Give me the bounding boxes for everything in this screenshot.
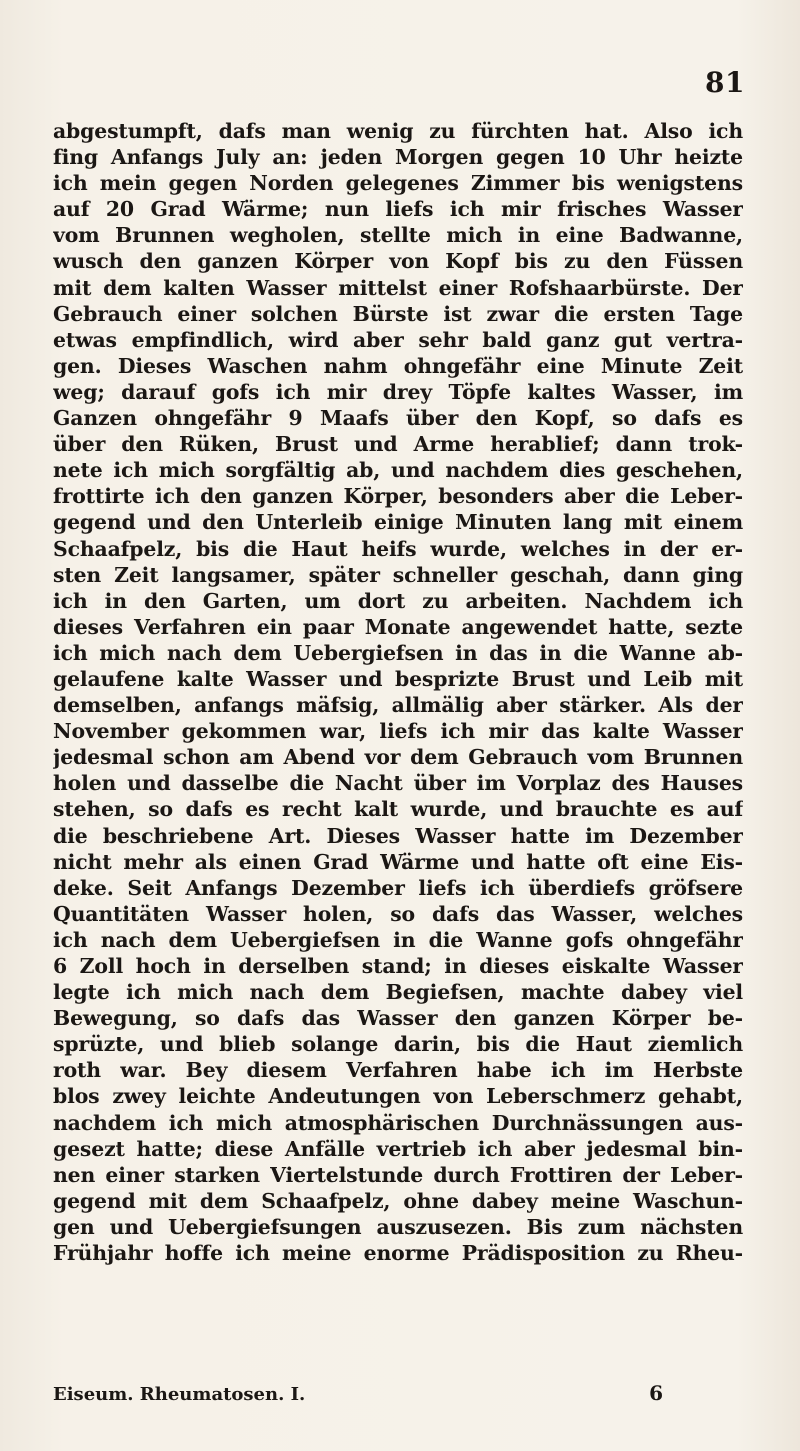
text-line: demselben, anfangs mäfsig, allmälig aber stärker. Als der <box>53 693 743 718</box>
text-line: vom Brunnen wegholen, stellte mich in eine Badwanne, <box>53 223 743 248</box>
text-line: die beschriebene Art. Dieses Wasser hatte im Dezember <box>53 823 743 848</box>
text-line: Ganzen ohngefähr 9 Maafs über den Kopf, so dafs es <box>53 406 743 431</box>
text-line: legte ich mich nach dem Begiefsen, machte dabey viel <box>53 980 743 1005</box>
text-line: sten Zeit langsamer, später schneller geschah, dann ging <box>53 562 743 587</box>
text-line: November gekommen war, liefs ich mir das kalte Wasser <box>53 719 743 744</box>
text-line: mit dem kalten Wasser mittelst einer Rofshaarbürste. Der <box>53 275 743 300</box>
text-line: nen einer starken Viertelstunde durch Frottiren der Leber- <box>53 1162 743 1187</box>
text-line: weg; darauf gofs ich mir drey Töpfe kaltes Wasser, im <box>53 379 743 404</box>
text-line: jedesmal schon am Abend vor dem Gebrauch vom Brunnen <box>53 745 743 770</box>
text-line: blos zwey leichte Andeutungen von Leberschmerz gehabt, <box>53 1084 743 1109</box>
running-title: Eiseum. Rheumatosen. I. <box>53 1384 306 1405</box>
page-number: 81 <box>705 66 745 99</box>
body-text <box>53 118 743 1266</box>
text-line: gelaufene kalte Wasser und besprizte Brust und Leib mit <box>53 666 743 691</box>
text-line: etwas empfindlich, wird aber sehr bald ganz gut vertra- <box>53 327 743 352</box>
text-line: gegend und den Unterleib einige Minuten lang mit einem <box>53 510 743 535</box>
text-line: fing Anfangs July an: jeden Morgen gegen 10 Uhr heizte <box>53 145 743 170</box>
text-line: Frühjahr hoffe ich meine enorme Prädisposition zu Rheu- <box>53 1241 743 1266</box>
text-line: gen. Dieses Waschen nahm ohngefähr eine Minute Zeit <box>53 353 743 378</box>
text-line: ich mein gegen Norden gelegenes Zimmer bis wenigstens <box>53 171 743 196</box>
text-line: ich nach dem Uebergiefsen in die Wanne gofs ohngefähr <box>53 927 743 952</box>
text-line: gegend mit dem Schaafpelz, ohne dabey meine Waschun- <box>53 1188 743 1213</box>
text-line: ich mich nach dem Uebergiefsen in das in die Wanne ab- <box>53 640 743 665</box>
text-line: Gebrauch einer solchen Bürste ist zwar die ersten Tage <box>53 301 743 326</box>
text-line: Quantitäten Wasser holen, so dafs das Wasser, welches <box>53 901 743 926</box>
text-line: auf 20 Grad Wärme; nun liefs ich mir frisches Wasser <box>53 197 743 222</box>
text-line: 6 Zoll hoch in derselben stand; in dieses eiskalte Wasser <box>53 954 743 978</box>
text-line: gesezt hatte; diese Anfälle vertrieb ich aber jedesmal bin- <box>53 1136 743 1161</box>
text-line: dieses Verfahren ein paar Monate angewendet hatte, sezte <box>53 614 743 639</box>
text-line: über den Rüken, Brust und Arme herablief; dann trok- <box>53 432 743 457</box>
text-line: gen und Uebergiefsungen auszusezen. Bis zum nächsten <box>53 1214 743 1239</box>
text-line: Schaafpelz, bis die Haut heifs wurde, welches in der er- <box>53 536 743 561</box>
text-line: nicht mehr als einen Grad Wärme und hatte oft eine Eis- <box>53 849 743 874</box>
text-line: frottirte ich den ganzen Körper, besonders aber die Leber- <box>53 484 743 509</box>
text-line: stehen, so dafs es recht kalt wurde, und brauchte es auf <box>53 797 743 822</box>
text-line: ich in den Garten, um dort zu arbeiten. Nachdem ich <box>53 588 743 613</box>
text-line: Bewegung, so dafs das Wasser den ganzen Körper be- <box>53 1006 743 1031</box>
page-footer <box>53 1381 663 1405</box>
text-line: deke. Seit Anfangs Dezember liefs ich überdiefs gröfsere <box>53 875 743 900</box>
text-line: holen und dasselbe die Nacht über im Vorplaz des Hauses <box>53 771 743 796</box>
text-line: sprüzte, und blieb solange darin, bis die Haut ziemlich <box>53 1032 743 1057</box>
text-line: nachdem ich mich atmosphärischen Durchnässungen aus- <box>53 1110 743 1135</box>
signature-mark: 6 <box>649 1381 663 1405</box>
text-line: nete ich mich sorgfältig ab, und nachdem dies geschehen, <box>53 458 743 483</box>
text-line: roth war. Bey diesem Verfahren habe ich im Herbste <box>53 1058 743 1083</box>
text-line: wusch den ganzen Körper von Kopf bis zu den Füssen <box>53 249 743 274</box>
text-line: abgestumpft, dafs man wenig zu fürchten hat. Also ich <box>53 119 743 143</box>
